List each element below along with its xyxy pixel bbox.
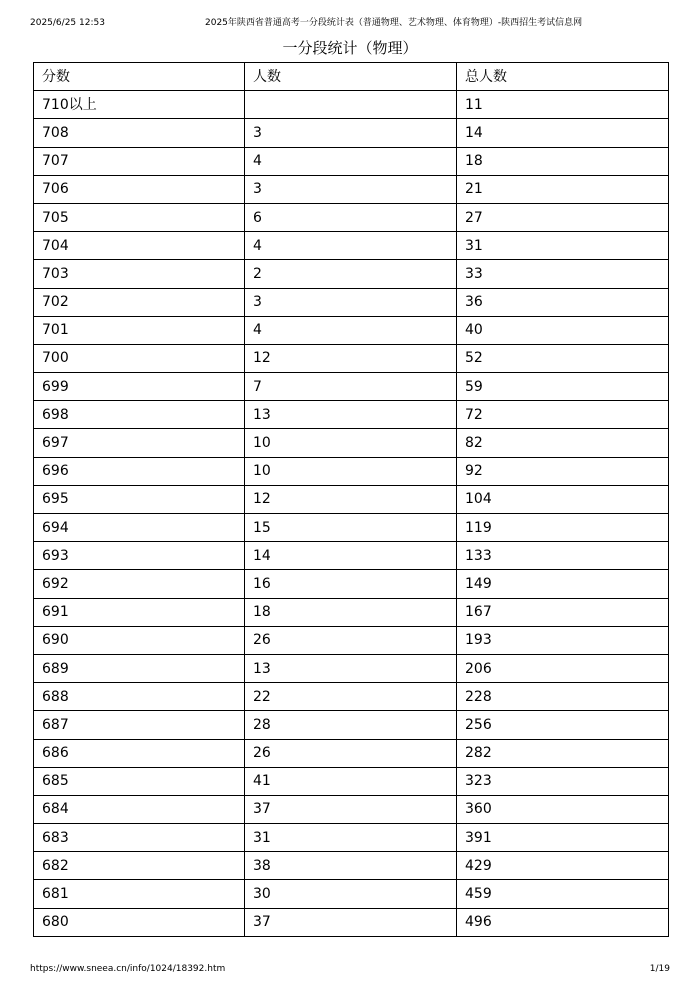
cell-score: 688 [34,683,245,711]
cell-total: 36 [457,288,669,316]
cell-score: 707 [34,147,245,175]
cell-count: 16 [245,570,457,598]
cell-count: 38 [245,852,457,880]
cell-count: 10 [245,429,457,457]
cell-score: 699 [34,373,245,401]
cell-total: 21 [457,175,669,203]
table-row [34,260,669,288]
cell-score: 696 [34,457,245,485]
cell-count [245,91,457,119]
cell-total: 59 [457,373,669,401]
table-row [34,147,669,175]
cell-total: 11 [457,91,669,119]
cell-score: 682 [34,852,245,880]
table-row [34,795,669,823]
cell-count: 13 [245,654,457,682]
cell-score: 686 [34,739,245,767]
cell-score: 694 [34,514,245,542]
table-row [34,514,669,542]
header-total: 总人数 [457,63,669,91]
cell-count: 37 [245,795,457,823]
table-row [34,654,669,682]
table-row [34,626,669,654]
table-row [34,880,669,908]
cell-count: 3 [245,175,457,203]
table-body [34,63,669,937]
cell-count: 10 [245,457,457,485]
table-row [34,203,669,231]
cell-total: 149 [457,570,669,598]
cell-count: 2 [245,260,457,288]
header-count: 人数 [245,63,457,91]
cell-total: 119 [457,514,669,542]
cell-total: 429 [457,852,669,880]
cell-count: 28 [245,711,457,739]
cell-total: 282 [457,739,669,767]
cell-total: 133 [457,542,669,570]
cell-total: 92 [457,457,669,485]
table-row [34,288,669,316]
cell-score: 693 [34,542,245,570]
cell-score: 687 [34,711,245,739]
cell-count: 3 [245,119,457,147]
cell-score: 690 [34,626,245,654]
cell-total: 14 [457,119,669,147]
cell-count: 30 [245,880,457,908]
cell-total: 256 [457,711,669,739]
cell-count: 6 [245,203,457,231]
table-row [34,457,669,485]
cell-count: 12 [245,344,457,372]
cell-score: 698 [34,401,245,429]
table-row [34,598,669,626]
header-score: 分数 [34,63,245,91]
print-document-title: 2025年陕西省普通高考一分段统计表（普通物理、艺术物理、体育物理）-陕西招生考试信息网 [205,18,583,28]
table-row [34,175,669,203]
table-row [34,119,669,147]
cell-total: 459 [457,880,669,908]
table-row [34,401,669,429]
table-row [34,232,669,260]
cell-score: 695 [34,485,245,513]
cell-count: 22 [245,683,457,711]
cell-score: 700 [34,344,245,372]
cell-score: 706 [34,175,245,203]
score-distribution-table [33,62,669,937]
cell-total: 40 [457,316,669,344]
table-row [34,852,669,880]
cell-score: 684 [34,795,245,823]
cell-score: 702 [34,288,245,316]
cell-score: 683 [34,824,245,852]
cell-total: 193 [457,626,669,654]
cell-count: 41 [245,767,457,795]
cell-total: 228 [457,683,669,711]
cell-count: 7 [245,373,457,401]
cell-total: 52 [457,344,669,372]
table-row [34,711,669,739]
cell-total: 323 [457,767,669,795]
cell-score: 680 [34,908,245,936]
cell-total: 82 [457,429,669,457]
cell-score: 685 [34,767,245,795]
cell-count: 26 [245,626,457,654]
cell-total: 206 [457,654,669,682]
cell-count: 4 [245,316,457,344]
table-row [34,344,669,372]
cell-total: 72 [457,401,669,429]
table-row [34,824,669,852]
cell-score: 692 [34,570,245,598]
cell-count: 37 [245,908,457,936]
table-row [34,429,669,457]
cell-count: 12 [245,485,457,513]
print-footer-url: https://www.sneea.cn/info/1024/18392.htm [30,964,226,974]
cell-total: 360 [457,795,669,823]
table-row [34,316,669,344]
cell-count: 13 [245,401,457,429]
cell-count: 31 [245,824,457,852]
table-row [34,683,669,711]
print-datetime: 2025/6/25 12:53 [30,18,105,28]
cell-score: 710以上 [34,91,245,119]
cell-score: 704 [34,232,245,260]
cell-score: 691 [34,598,245,626]
cell-total: 391 [457,824,669,852]
cell-score: 681 [34,880,245,908]
page-title: 一分段统计（物理） [282,39,418,57]
cell-total: 31 [457,232,669,260]
cell-score: 701 [34,316,245,344]
table-row [34,570,669,598]
table-row [34,908,669,936]
cell-total: 167 [457,598,669,626]
cell-score: 703 [34,260,245,288]
cell-score: 705 [34,203,245,231]
table-row [34,767,669,795]
cell-total: 104 [457,485,669,513]
cell-score: 708 [34,119,245,147]
cell-count: 4 [245,232,457,260]
cell-total: 496 [457,908,669,936]
cell-score: 697 [34,429,245,457]
table-row [34,739,669,767]
table-header-row [34,63,669,91]
cell-count: 14 [245,542,457,570]
cell-total: 18 [457,147,669,175]
table-row [34,91,669,119]
cell-total: 27 [457,203,669,231]
cell-count: 26 [245,739,457,767]
cell-count: 3 [245,288,457,316]
cell-count: 15 [245,514,457,542]
table-row [34,373,669,401]
cell-total: 33 [457,260,669,288]
print-page-number: 1/19 [649,964,670,974]
table-row [34,542,669,570]
table-row [34,485,669,513]
cell-score: 689 [34,654,245,682]
cell-count: 4 [245,147,457,175]
cell-count: 18 [245,598,457,626]
